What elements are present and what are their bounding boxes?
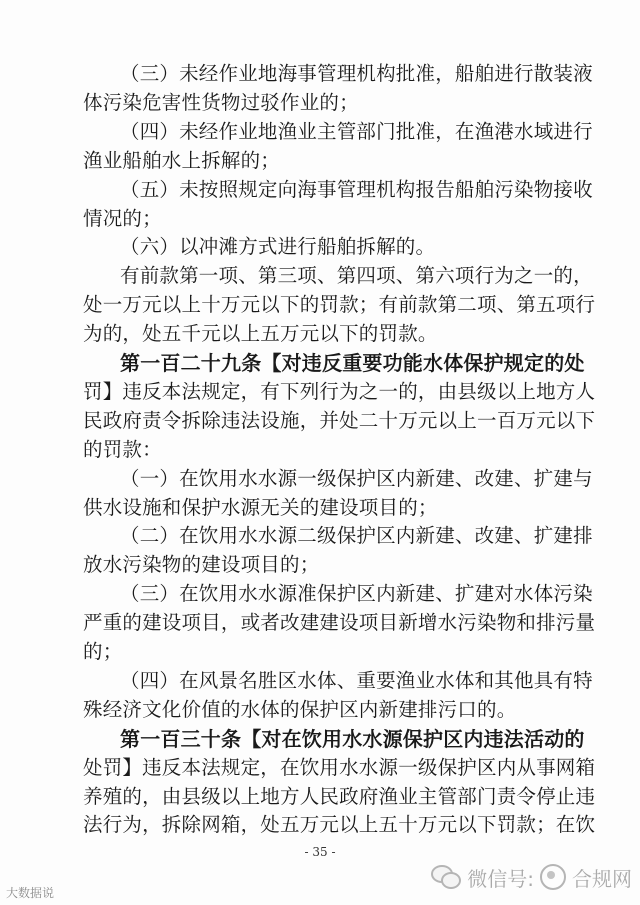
text-line: 殊经济文化价值的水体的保护区内新建排污口的。 [83,697,517,721]
text-line: 法行为，拆除网箱，处五万元以上五十万元以下罚款；在饮 [83,813,596,837]
text-line: 供水设施和保护水源无关的建设项目的； [83,495,438,519]
text-line: 处一万元以上十万元以下的罚款；有前款第二项、第五项行 [83,293,596,317]
text-line: （二）在饮用水水源二级保护区内新建、改建、扩建排 [120,524,593,548]
text-line: （一）在饮用水水源一级保护区内新建、改建、扩建与 [120,466,593,490]
text-line: 的罚款： [83,437,162,461]
text-line: 的； [83,640,123,663]
watermark-wechat-label: 微信号: [467,866,534,891]
text-line: 严重的建设项目，或者改建建设项目新增水污染物和排污量 [83,611,596,635]
watermark-left-text: 大数据说 [6,886,55,900]
page-number: - 35 - [304,845,336,859]
watermark-brand: 合规网 [572,866,632,891]
text-line: 体污染危害性货物过驳作业的； [83,90,359,114]
text-line: 情况的； [83,206,162,230]
text-line: （四）在风景名胜区水体、重要渔业水体和其他具有特 [120,668,593,692]
article-130-heading: 第一百三十条【对在饮用水水源保护区内违法活动的 [120,726,585,751]
text-line: 罚】违反本法规定，有下列行为之一的，由县级以上地方人 [83,379,596,403]
brand-logo-icon [540,864,566,890]
article-129-heading: 第一百二十九条【对违反重要功能水体保护规定的处 [120,351,585,375]
text-line: （五）未按照规定向海事管理机构报告船舶污染物接收 [120,177,593,201]
watermark-right [431,862,632,892]
text-line: （三）未经作业地海事管理机构批准，船舶进行散装液 [120,62,593,85]
wechat-icon [431,865,461,889]
text-line: 养殖的，由县级以上地方人民政府渔业主管部门责令停止违 [83,784,596,808]
text-line: 处罚】违反本法规定，在饮用水水源一级保护区内从事网箱 [83,755,596,779]
text-line: 民政府责令拆除违法设施，并处二十万元以上一百万元以下 [83,408,596,432]
text-line: 渔业船舶水上拆解的； [83,148,281,172]
watermark-left [6,884,54,901]
text-line: （四）未经作业地渔业主管部门批准，在渔港水域进行 [120,119,593,143]
text-line: （三）在饮用水水源准保护区内新建、扩建对水体污染 [120,582,593,606]
text-line: 有前款第一项、第三项、第四项、第六项行为之一的， [120,264,593,288]
text-line: 放水污染物的建设项目的； [83,553,320,577]
text-line: 为的，处五千元以上五万元以下的罚款。 [83,322,438,346]
text-line: （六）以冲滩方式进行船舶拆解的。 [120,235,436,259]
